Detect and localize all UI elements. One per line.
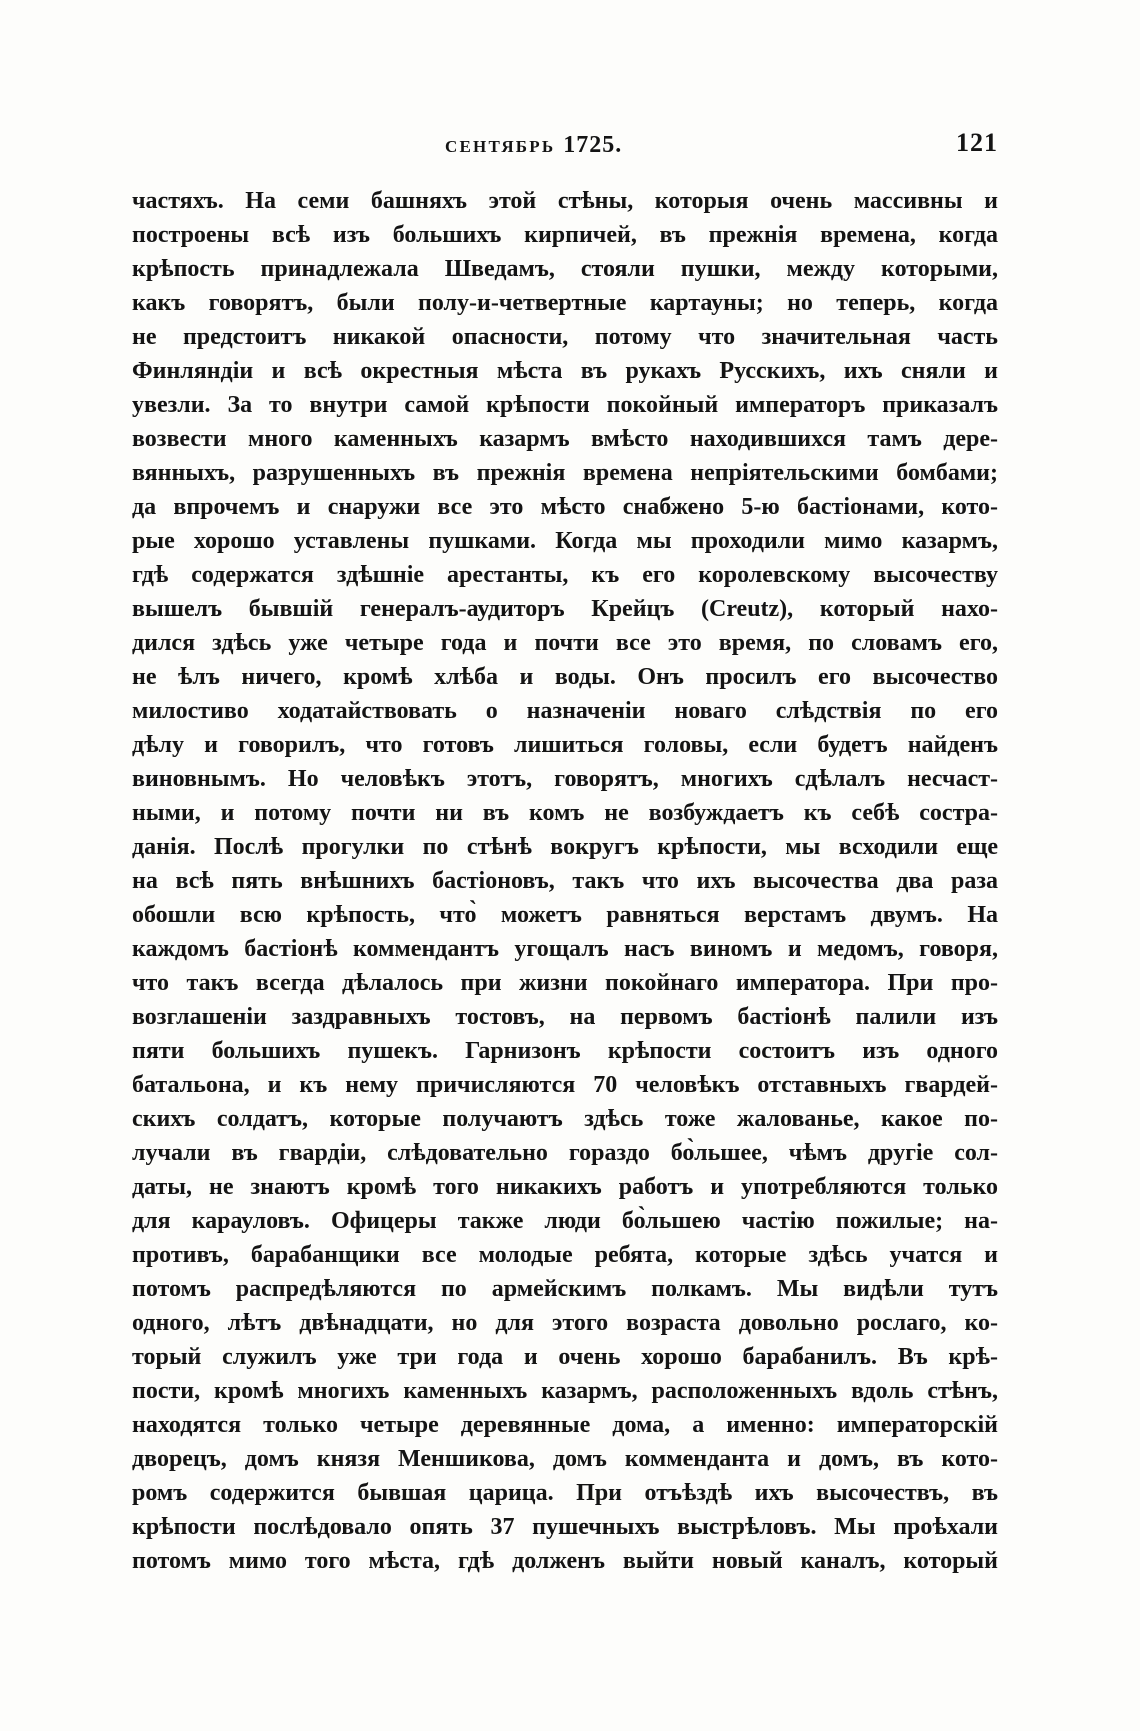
body-text — [132, 184, 998, 1578]
text-line: дѣлу и говорилъ, что готовъ лишиться головы, если будетъ найденъ — [132, 732, 998, 758]
text-line: дился здѣсь уже четыре года и почти все это время, по словамъ его, — [132, 630, 998, 656]
text-line: одного, лѣтъ двѣнадцати, но для этого возраста довольно рослаго, ко- — [132, 1310, 998, 1336]
text-line: противъ, барабанщики все молодые ребята, которые здѣсь учатся и — [132, 1242, 998, 1268]
text-line: гдѣ содержатся здѣшніе арестанты, къ его королевскому высочеству — [132, 562, 998, 588]
text-line: не ѣлъ ничего, кромѣ хлѣба и воды. Онъ просилъ его высочество — [132, 664, 998, 690]
text-line: какъ говорятъ, были полу-и-четвертные картауны; но теперь, когда — [132, 290, 998, 316]
page-number: 121 — [956, 128, 998, 157]
text-line: находятся только четыре деревянные дома, а именно: императорскій — [132, 1412, 998, 1438]
running-title-year: 1725. — [563, 132, 623, 158]
text-line: торый служилъ уже три года и очень хорошо барабанилъ. Въ крѣ- — [132, 1344, 998, 1370]
text-line: вянныхъ, разрушенныхъ въ прежнія времена непріятельскими бомбами; — [132, 460, 998, 486]
text-line: Финляндіи и всѣ окрестныя мѣста въ рукахъ Русскихъ, ихъ сняли и — [132, 358, 998, 384]
text-line: частяхъ. На семи башняхъ этой стѣны, которыя очень массивны и — [132, 188, 998, 214]
text-line: данія. Послѣ прогулки по стѣнѣ вокругъ крѣпости, мы всходили еще — [132, 834, 998, 860]
text-line: построены всѣ изъ большихъ кирпичей, въ прежнія времена, когда — [132, 222, 998, 248]
text-line: пяти большихъ пушекъ. Гарнизонъ крѣпости состоитъ изъ одного — [132, 1038, 998, 1064]
text-line: крѣпости послѣдовало опять 37 пушечныхъ выстрѣловъ. Мы проѣхали — [132, 1514, 998, 1540]
text-line: да впрочемъ и снаружи все это мѣсто снабжено 5-ю бастіонами, кото- — [132, 494, 998, 520]
text-line: рые хорошо уставлены пушками. Когда мы проходили мимо казармъ, — [132, 528, 998, 554]
text-line: лучали въ гвардіи, слѣдовательно гораздо бо̀льшее, чѣмъ другіе сол- — [132, 1140, 998, 1166]
text-line: увезли. За то внутри самой крѣпости покойный императоръ приказалъ — [132, 392, 998, 418]
page-header — [132, 128, 998, 162]
text-line: даты, не знаютъ кромѣ того никакихъ работъ и употребляются только — [132, 1174, 998, 1200]
text-line: возглашеніи заздравныхъ тостовъ, на первомъ бастіонѣ палили изъ — [132, 1004, 998, 1030]
running-title — [445, 132, 622, 159]
text-line: скихъ солдатъ, которые получаютъ здѣсь тоже жалованье, какое по- — [132, 1106, 998, 1132]
text-line: возвести много каменныхъ казармъ вмѣсто находившихся тамъ дере- — [132, 426, 998, 452]
text-line: милостиво ходатайствовать о назначеніи новаго слѣдствія по его — [132, 698, 998, 724]
text-line: каждомъ бастіонѣ коммендантъ угощалъ насъ виномъ и медомъ, говоря, — [132, 936, 998, 962]
text-line: потомъ мимо того мѣста, гдѣ долженъ выйти новый каналъ, который — [132, 1548, 998, 1574]
text-line: для карауловъ. Офицеры также люди бо̀льшею частію пожилые; на- — [132, 1208, 998, 1234]
running-title-month: СЕНТЯБРЬ — [445, 137, 556, 156]
text-line: обошли всю крѣпость, что̀ можетъ равняться верстамъ двумъ. На — [132, 902, 998, 928]
text-line: ромъ содержится бывшая царица. При отъѣздѣ ихъ высочествъ, въ — [132, 1480, 998, 1506]
text-line: батальона, и къ нему причисляются 70 человѣкъ отставныхъ гвардей- — [132, 1072, 998, 1098]
text-line: виновнымъ. Но человѣкъ этотъ, говорятъ, многихъ сдѣлалъ несчаст- — [132, 766, 998, 792]
text-line: потомъ распредѣляются по армейскимъ полкамъ. Мы видѣли тутъ — [132, 1276, 998, 1302]
text-line: что такъ всегда дѣлалось при жизни покойнаго императора. При про- — [132, 970, 998, 996]
text-line: вышелъ бывшій генералъ-аудиторъ Крейцъ (Creutz), который нахо- — [132, 596, 998, 622]
text-line: крѣпость принадлежала Шведамъ, стояли пушки, между которыми, — [132, 256, 998, 282]
text-line: пости, кромѣ многихъ каменныхъ казармъ, расположенныхъ вдоль стѣнъ, — [132, 1378, 998, 1404]
text-line: не предстоитъ никакой опасности, потому что значительная часть — [132, 324, 998, 350]
text-line: на всѣ пять внѣшнихъ бастіоновъ, такъ что ихъ высочества два раза — [132, 868, 998, 894]
text-line: ными, и потому почти ни въ комъ не возбуждаетъ къ себѣ состра- — [132, 800, 998, 826]
text-line: дворецъ, домъ князя Меншикова, домъ комменданта и домъ, въ кото- — [132, 1446, 998, 1472]
